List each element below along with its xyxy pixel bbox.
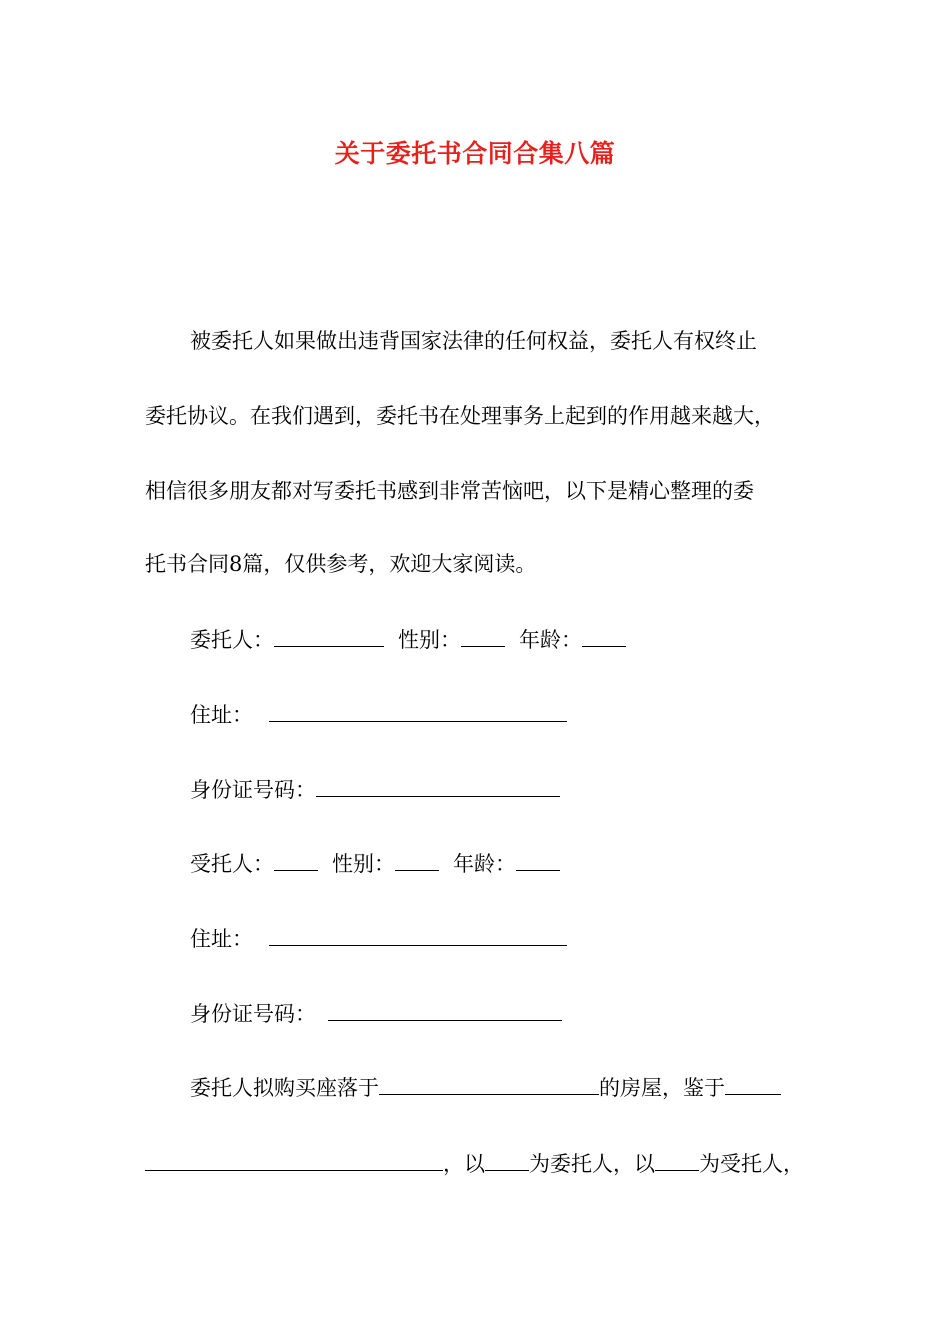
principal-id-row: [190, 774, 560, 805]
property-location-blank[interactable]: [379, 1072, 599, 1095]
agent-address-label: 住址：: [190, 927, 253, 951]
agent-address-blank[interactable]: [269, 923, 567, 946]
reason-blank-start[interactable]: [725, 1072, 781, 1095]
principal-age-label: 年龄：: [519, 628, 582, 652]
intro-line-4: 托书合同8篇，仅供参考，欢迎大家阅读。: [145, 552, 537, 576]
agent-row: [190, 848, 560, 879]
principal-gender-label: 性别：: [398, 628, 461, 652]
principal-row: [190, 624, 626, 655]
intro-line-1: 被委托人如果做出违背国家法律的任何权益，委托人有权终止: [190, 329, 757, 353]
agent-id-row: [190, 998, 562, 1029]
principal-name-blank[interactable]: [274, 624, 384, 647]
document-title: 关于委托书合同合集八篇: [334, 139, 616, 168]
agent-label: 受托人：: [190, 852, 274, 876]
agent-designation-blank[interactable]: [655, 1148, 699, 1171]
agent-id-label: 身份证号码：: [190, 1002, 316, 1026]
agent-age-label: 年龄：: [453, 852, 516, 876]
clause-part-4: 为委托人，以: [529, 1152, 655, 1176]
agent-address-row: [190, 923, 567, 954]
clause-part-3: ，以: [443, 1152, 485, 1176]
intro-line-3: 相信很多朋友都对写委托书感到非常苦恼吧，以下是精心整理的委: [145, 479, 754, 503]
principal-label: 委托人：: [190, 628, 274, 652]
clause-line-1: [190, 1072, 781, 1103]
clause-part-2: 的房屋，鉴于: [599, 1076, 725, 1100]
principal-id-label: 身份证号码：: [190, 778, 316, 802]
agent-id-blank[interactable]: [328, 998, 562, 1021]
principal-age-blank[interactable]: [582, 624, 626, 647]
principal-address-blank[interactable]: [269, 699, 567, 722]
agent-age-blank[interactable]: [516, 848, 560, 871]
agent-name-blank[interactable]: [274, 848, 318, 871]
intro-line-2: 委托协议。在我们遇到，委托书在处理事务上起到的作用越来越大，: [145, 404, 775, 428]
clause-part-5: 为受托人，: [699, 1152, 804, 1176]
principal-gender-blank[interactable]: [461, 624, 505, 647]
principal-address-label: 住址：: [190, 703, 253, 727]
reason-blank-continued[interactable]: [145, 1148, 443, 1171]
agent-gender-label: 性别：: [332, 852, 395, 876]
principal-designation-blank[interactable]: [485, 1148, 529, 1171]
clause-line-2: [145, 1148, 804, 1179]
clause-part-1: 委托人拟购买座落于: [190, 1076, 379, 1100]
agent-gender-blank[interactable]: [395, 848, 439, 871]
principal-id-blank[interactable]: [316, 774, 560, 797]
principal-address-row: [190, 699, 567, 730]
